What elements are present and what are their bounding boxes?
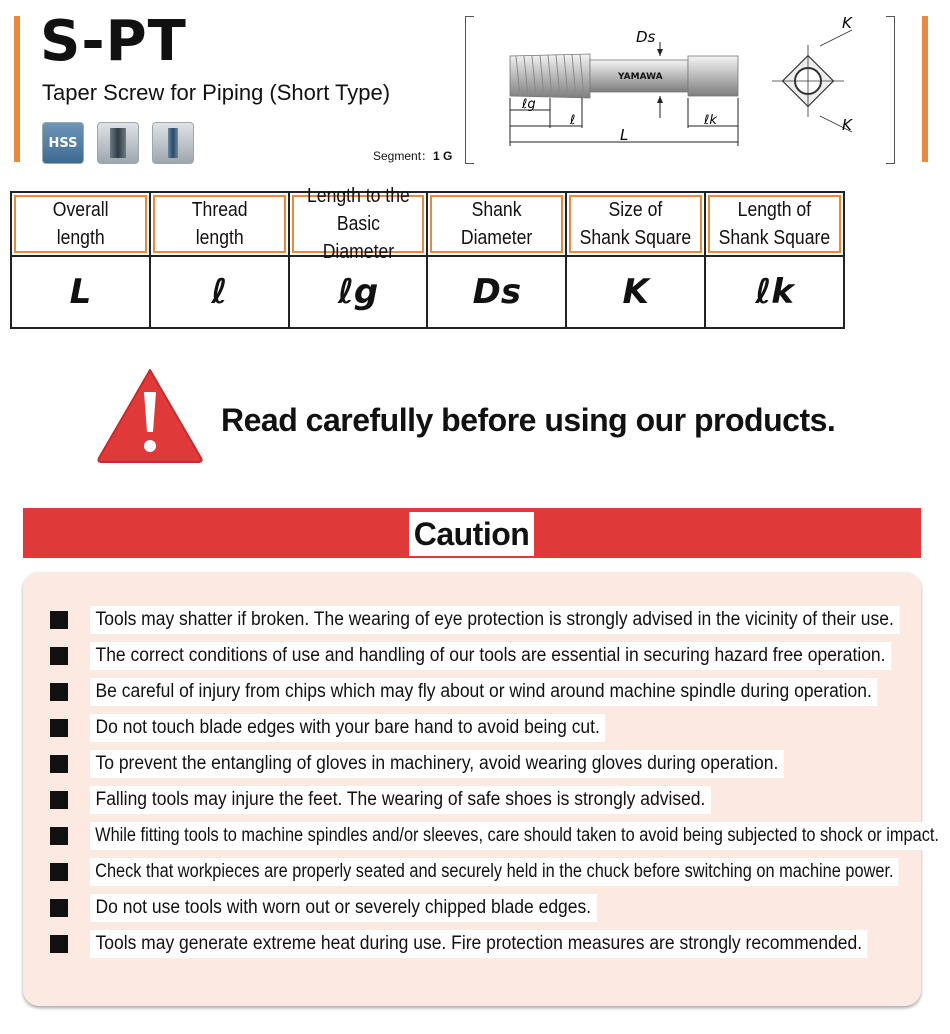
warning-message: Read carefully before using our products. — [221, 402, 836, 438]
spec-header-row — [11, 192, 844, 256]
material-badges — [42, 122, 194, 164]
coating-type-icon — [152, 122, 194, 164]
list-item: The correct conditions of use and handling of our tools are essential in securing hazard free operation. — [50, 638, 950, 674]
bullet-square-icon — [50, 683, 68, 701]
header-shank-square-length: Length of Shank Square — [705, 192, 844, 256]
bullet-square-icon — [50, 863, 68, 881]
bullet-square-icon — [50, 827, 68, 845]
header-shank-diameter: Shank Diameter — [427, 192, 566, 256]
symbol-cell: Ds — [427, 256, 566, 328]
spec-table — [10, 185, 845, 329]
list-item: Tools may generate extreme heat during use. Fire protection measures are strongly recommended. — [50, 926, 950, 962]
symbol-cell: ℓ — [150, 256, 289, 328]
product-title: S-PT — [40, 9, 187, 74]
symbol-cell: L — [11, 256, 150, 328]
list-item: Falling tools may injure the feet. The wearing of safe shoes is strongly advised. — [50, 782, 950, 818]
bullet-square-icon — [50, 935, 68, 953]
list-item: Be careful of injury from chips which may fly about or wind around machine spindle during operation. — [50, 674, 950, 710]
product-subtitle: Taper Screw for Piping (Short Type) — [42, 80, 391, 105]
shank-type-icon — [97, 122, 139, 164]
tap-body — [510, 54, 738, 98]
caution-title: Caution — [409, 512, 534, 556]
list-item: Do not use tools with worn out or severely chipped blade edges. — [50, 890, 950, 926]
header-thread-length: Thread length — [150, 192, 289, 256]
segment-info — [373, 150, 452, 162]
bullet-square-icon — [50, 899, 68, 917]
bullet-square-icon — [50, 755, 68, 773]
header-basic-diameter-length: Length to the Basic Diameter — [289, 192, 428, 256]
brand-mark: YAMAWA — [618, 72, 663, 82]
bullet-square-icon — [50, 611, 68, 629]
hss-badge-icon: HSS — [42, 122, 84, 164]
label-lg: ℓg — [522, 97, 536, 112]
tap-diagram — [490, 16, 890, 164]
segment-label: Segment： — [373, 149, 434, 163]
list-item: Do not touch blade edges with your bare hand to avoid being cut. — [50, 710, 950, 746]
symbol-cell: ℓg — [289, 256, 428, 328]
warning-triangle-icon — [95, 366, 205, 464]
label-k-bottom: K — [842, 116, 852, 134]
header-shank-square-size: Size of Shank Square — [566, 192, 705, 256]
label-ds: Ds — [636, 28, 656, 46]
label-lk: ℓk — [704, 113, 717, 128]
list-item: While fitting tools to machine spindles and/or sleeves, care should taken to avoid being subjected to shock or impact. — [50, 818, 950, 854]
bullet-square-icon — [50, 719, 68, 737]
bullet-square-icon — [50, 647, 68, 665]
list-item: Tools may shatter if broken. The wearing of eye protection is strongly advised in the vicinity of their use. — [50, 602, 950, 638]
symbol-cell: ℓk — [705, 256, 844, 328]
bullet-square-icon — [50, 791, 68, 809]
label-l: ℓ — [570, 113, 576, 128]
list-item: Check that workpieces are properly seated and securely held in the chuck before switching on machine power. — [50, 854, 950, 890]
list-item: To prevent the entangling of gloves in machinery, avoid wearing gloves during operation. — [50, 746, 950, 782]
header-overall-length: Overall length — [11, 192, 150, 256]
spec-symbol-row — [11, 256, 844, 328]
label-L: L — [620, 126, 629, 144]
label-k-top: K — [842, 16, 852, 32]
caution-list — [50, 602, 950, 962]
accent-bar-right — [922, 16, 928, 162]
accent-bar-left — [14, 16, 20, 162]
symbol-cell: K — [566, 256, 705, 328]
square-end-view — [772, 30, 852, 132]
segment-value: 1 G — [433, 149, 453, 163]
